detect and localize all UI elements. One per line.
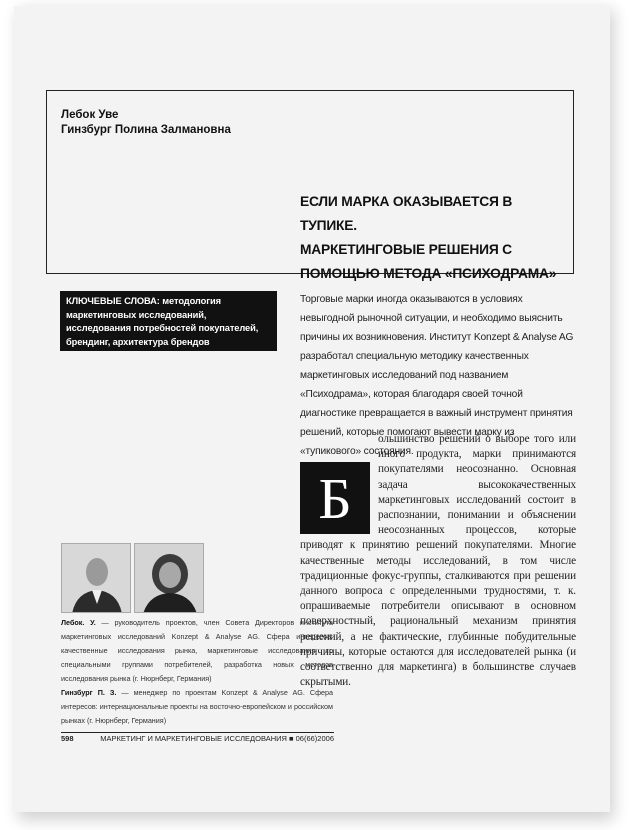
page-footer xyxy=(61,734,334,744)
drop-cap: Б xyxy=(300,462,370,534)
author-caption: Лебок. У. — руководитель проектов, член Совета Директоров института маркетинговых исследований Konzept & Analyse AG. Сфера интересов: качественные исследования рынка, маркетинговые исследования со специальными группами потребителей, разработка новых методов исследования рынка (г. Нюрнберг, Германия) xyxy=(61,618,333,683)
footer-rule xyxy=(61,732,334,733)
author-captions xyxy=(61,616,333,728)
title-line: МАРКЕТИНГОВЫЕ РЕШЕНИЯ С xyxy=(300,242,512,257)
journal-name: МАРКЕТИНГ И МАРКЕТИНГОВЫЕ ИССЛЕДОВАНИЯ ■ 06(66)2006 xyxy=(100,734,334,743)
page-number: 598 xyxy=(61,734,74,743)
author-caption: Гинзбург П. З. — менеджер по проектам Konzept & Analyse AG. Сфера интересов: интернациональные проекты на восточно-европейском и российском рынках (г. Нюрнберг, Германия) xyxy=(61,688,333,725)
portrait-man-icon xyxy=(62,544,131,613)
author-name: Гинзбург Полина Залмановна xyxy=(61,124,231,136)
abstract: Торговые марки иногда оказываются в условиях невыгодной рыночной ситуации, и необходимо выяснить причины их возникновения. Институт Konzept & Analyse AG разработал специальную методику качественных маркетинговых исследований под названием «Психодрама», которая благодаря своей точной диагностике превращается в важный инструмент принятия решений, которые помогают вывести марку из «тупикового» состояния. xyxy=(300,294,574,457)
article-title xyxy=(300,190,568,286)
author-name: Лебок Уве xyxy=(61,109,119,121)
title-line: ПОМОЩЬЮ МЕТОДА «ПСИХОДРАМА» xyxy=(300,266,557,281)
author-photo-ginzburg xyxy=(134,543,204,613)
author-photo-lebok xyxy=(61,543,131,613)
author-names xyxy=(61,108,231,138)
portrait-woman-icon xyxy=(135,544,204,613)
keywords-box: КЛЮЧЕВЫЕ СЛОВА: методология маркетинговых исследований, исследования потребностей покупателей, брендинг, архитектура брендов xyxy=(60,291,277,351)
title-line: ЕСЛИ МАРКА ОКАЗЫВАЕТСЯ В ТУПИКЕ. xyxy=(300,194,513,233)
body-paragraph: ольшинство решений о выборе того или иного продукта, марки принимаются покупателями неосознанно. Основная задача высококачественных маркетинговых исследований состоит в распознании, понимании и объяснении неосознанных процессов, которые приводят к принятию решений покупателями. Многие качественные методы исследований, в том числе традиционные фокус-группы, сталкиваются при решении данного вопроса с определенными трудностями, т. к. опрашиваемые потребители описывают в основном поверхностный, рациональный механизм принятия решений, а не фактические, глубинные побудительные причины, которые остаются для исследователей рынка (и соответственно для маркетинга) в большинстве случаев скрытыми. xyxy=(300,433,576,689)
